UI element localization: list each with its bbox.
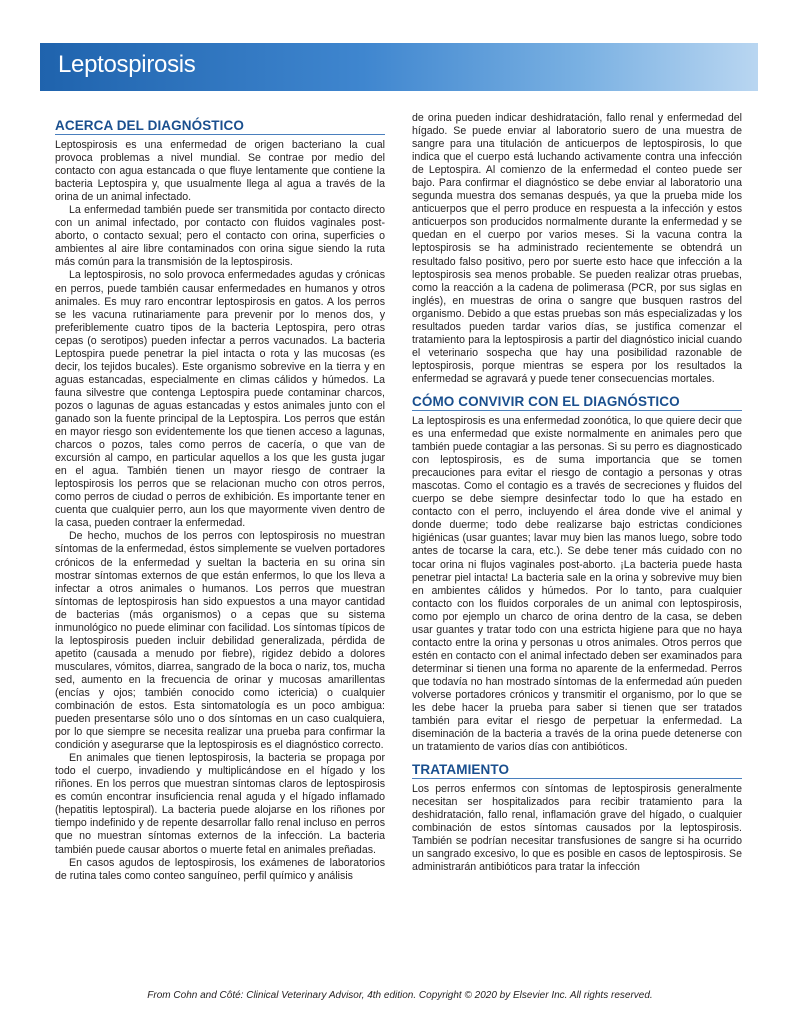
- paragraph: Leptospirosis es una enfermedad de origen bacteriano la cual provoca problemas a nivel mundial. Se contrae por medio del contacto con agua estancada o que fluye lentamente que contiene la bacteria Leptospira y, que usualmente llega al agua a través de la orina de un animal infectado.: [55, 139, 385, 204]
- section-heading-about: ACERCA DEL DIAGNÓSTICO: [55, 118, 385, 135]
- title-banner: [40, 43, 758, 91]
- right-column: [412, 112, 742, 875]
- copyright-footer: From Cohn and Côté: Clinical Veterinary Advisor, 4th edition. Copyright © 2020 by Elsevier Inc. All rights reserved.: [147, 990, 653, 1001]
- left-column: [55, 118, 385, 883]
- section-heading-treatment: TRATAMIENTO: [412, 762, 742, 779]
- page-title: Leptospirosis: [58, 51, 196, 78]
- paragraph: de orina pueden indicar deshidratación, fallo renal y enfermedad del hígado. Se puede enviar al laboratorio suero de una muestra de sangre para una titulación de anticuerpos de leptospirosis, lo que indica que el cuerpo está luchando activamente contra una infección de Leptospira. Al comienzo de la enfermedad el conteo puede ser bajo. Para confirmar el diagnóstico se debe enviar al laboratorio una segunda muestra dos semanas después, ya que la prueba mide los anticuerpos que el perro produce en respuesta a la infección y estos anticuerpos son producidos normalmente durante la enfermedad y se quedan en el cuerpo por varios meses. Si la vacuna contra la leptospirosis se ha administrado recientemente se obtendrá un resultado falso positivo, pero por suerte esto hace que infección a la leptospirosis sea menos probable. Se pueden realizar otras pruebas, como la reacción a la cadena de polimerasa (PCR, por sus siglas en inglés), en muestras de orina o sangre que busquen rastros del organismo. Debido a que estas pruebas son más especializadas y los resultados pueden tardar varios días, se justifica comenzar el tratamiento para la leptospirosis a partir del diagnóstico inicial cuando el veterinario sospecha que hay una posibilidad razonable de leptospirosis, porque mientras se espera por los resultados la enfermedad se agravará y puede tener consecuencias mortales.: [412, 112, 742, 385]
- paragraph: En casos agudos de leptospirosis, los exámenes de laboratorios de rutina tales como conteo sanguíneo, perfil químico y análisis: [55, 856, 385, 882]
- paragraph: De hecho, muchos de los perros con leptospirosis no muestran síntomas de la enfermedad, éstos simplemente se vuelven portadores crónicos de la enfermedad y sueltan la bacteria en su orina sin mostrar síntomas externos de que están enfermos, lo que los lleva a infectar a otros animales o humanos. Los perros que muestran síntomas de leptospirosis han sido expuestos a una mayor cantidad de bacterias (más organismos) o a cepas que su sistema inmunológico no puede eliminar con facilidad. Los síntomas típicos de la leptospirosis pueden incluir debilidad generalizada, pérdida de apetito (causada a menudo por fiebre), rigidez debido a dolores musculares, vómitos, diarrea, sangrado de la boca o nariz, tos, mucha sed, aumento en la frecuencia de orinar y mucosas amarillentas (encías y ojos; también conocido como ictericia) o cualquier combinación de estos. Esta sintomatología es un poco ambigua: pueden presentarse sólo uno o dos síntomas en un caso cualquiera, por lo que siempre se necesita realizar una prueba para confirmar la condición y asegurarse que la leptospirosis es el diagnóstico correcto.: [55, 530, 385, 752]
- paragraph: Los perros enfermos con síntomas de leptospirosis generalmente necesitan ser hospitalizados para recibir tratamiento para la deshidratación, fallo renal, inflamación grave del hígado, o cualquier combinación de estos síntomas causados por la leptospirosis. También se podrían necesitar transfusiones de sangre si ha ocurrido un sangrado excesivo, lo que es posible en casos de leptospirosis. Se administrarán antibióticos para tratar la infección: [412, 783, 742, 874]
- paragraph: La leptospirosis, no solo provoca enfermedades agudas y crónicas en perros, puede también causar enfermedades en humanos y otros animales. Es muy raro encontrar leptospirosis en gatos. A los perros se les vacuna rutinariamente para prevenir por lo menos dos, y preferiblemente cuatro tipos de la bacteria Leptospira, pero otras cepas (o serotipos) pueden infectar a perros vacunados. La bacteria Leptospira puede penetrar la piel intacta o rota y las mucosas (es decir, los tejidos bucales). Este organismo sobrevive en la tierra y en aguas estancadas, especialmente en climas cálidos y húmedos. La fauna silvestre que contenga Leptospira puede contaminar charcos, pozos o lagunas de aguas estancadas y estos animales junto con el ganado son la fuente principal de la Leptospira. Los perros que están en mayor riesgo son evidentemente los que tienen acceso a lagunas, charcos o pozos, tales como perros de cacería, o que van de excursión al campo, en particular aquellos a los que les gusta jugar en el agua. También tienen un mayor riesgo de contraer la leptospirosis los perros que se relacionan mucho con otros perros, como perros de ciudad o perros de exhibición. Es importante tener en cuenta que cualquier perro, aun los que mayormente viven dentro de la casa, pueden contraer la enfermedad.: [55, 269, 385, 530]
- paragraph: La leptospirosis es una enfermedad zoonótica, lo que quiere decir que es una enfermedad que existe normalmente en animales pero que también puede contagiar a las personas. Si su perro es diagnosticado con leptospirosis, es de suma importancia que se tomen precauciones para evitar el riesgo de contagio a personas y otras mascotas. Como el contagio es a través de secreciones y fluidos del cuerpo se debe siempre desinfectar todo lo que ha estado en contacto con el perro, incluyendo el área donde vive el animal y donde duerme; todo debe realizarse bajo estrictas condiciones higiénicas (usar guantes; lavar muy bien las manos luego, sobre todo antes de tocarse la cara, etc.). Se debe tener más cuidado con no tocar orina ni flujos vaginales post-aborto. ¡La bacteria puede hasta penetrar piel intacta! La bacteria sale en la orina y sobrevive muy bien en ambientes cálidos y húmedos. Por lo tanto, para cualquier contacto con los fluidos corporales de un animal con leptospirosis, como por ejemplo un charco de orina dentro de la casa, se deben usar guantes y tratar todo con una estricta higiene para que no haya contacto entre la orina y personas u otros animales. Otros perros que estén en contacto con el animal infectado deben ser examinados para determinar si tienen una forma no aparente de la enfermedad. Perros que todavía no han mostrado síntomas de la enfermedad aún pueden volverse portadores crónicos y transmitir el organismo, por lo que se les debe hacer la prueba para saber si tienen que ser tratados también para evitar el riesgo de perpetuar la enfermedad. La diseminación de la bacteria a través de la orina puede detenerse con un tratamiento de varios días con antibióticos.: [412, 414, 742, 754]
- paragraph: La enfermedad también puede ser transmitida por contacto directo con un animal infectado, por contacto con fluidos vaginales post-aborto, o contacto sexual; pero el contacto con orina, superficies o ambientes al aire libre contaminados con orina sigue siendo la ruta más común para la transmisión de la leptospirosis.: [55, 204, 385, 269]
- paragraph: En animales que tienen leptospirosis, la bacteria se propaga por todo el cuerpo, invadiendo y multiplicándose en el hígado y los riñones. En los perros que muestran síntomas claros de leptospirosis es común encontrar insuficiencia renal aguda y el hígado inflamado (hepatitis leptospiral). La bacteria puede alojarse en los riñones por tiempo indefinido y de repente desarrollar fallo renal incluso en perros que no muestran síntomas externos de la infección. La bacteria también puede causar abortos o muerte fetal en animales preñadas.: [55, 752, 385, 856]
- section-heading-living: CÓMO CONVIVIR CON EL DIAGNÓSTICO: [412, 394, 742, 411]
